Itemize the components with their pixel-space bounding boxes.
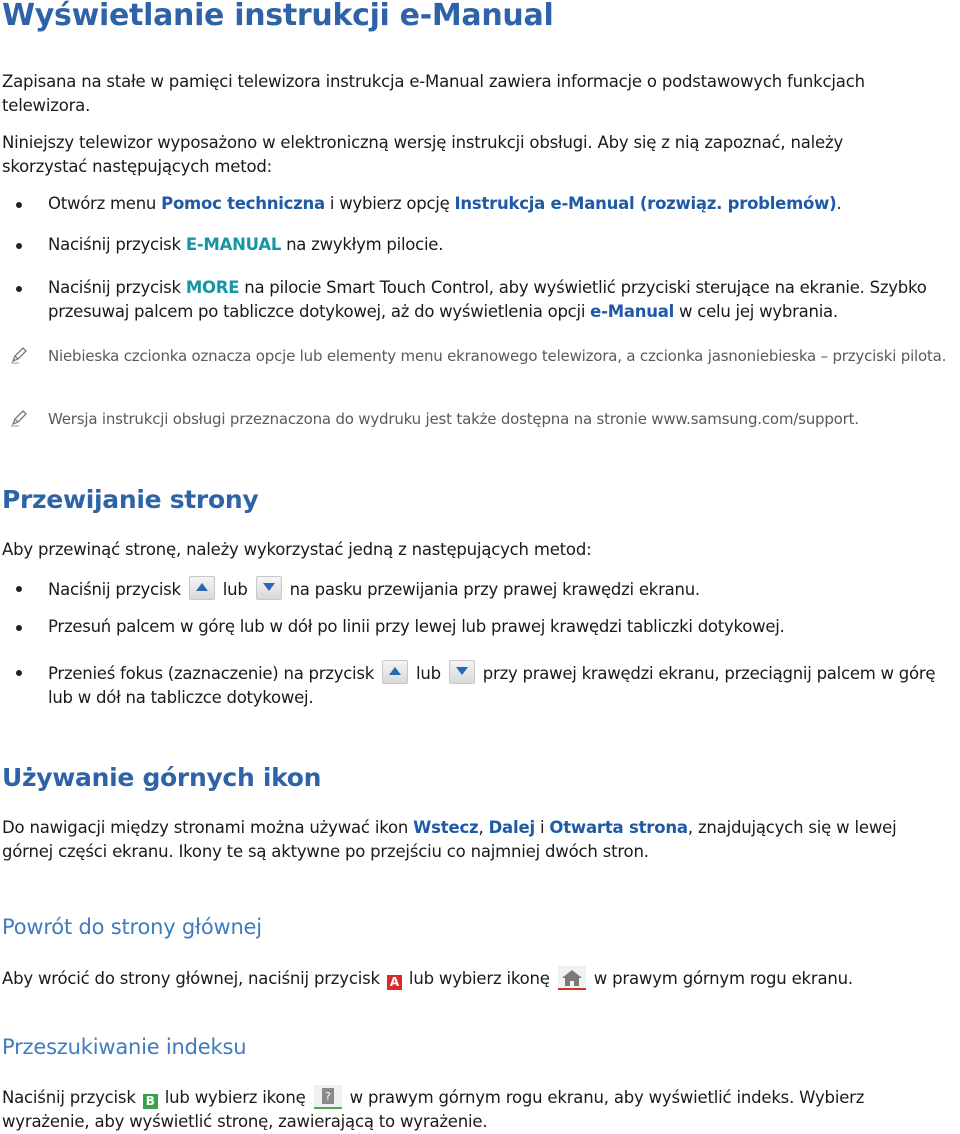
- bullet: [16, 243, 22, 249]
- pencil-note-icon: [10, 346, 28, 364]
- text: lub: [217, 580, 253, 599]
- menu-label: Instrukcja e-Manual (rozwiąz. problemów): [454, 194, 837, 213]
- section-title: Przewijanie strony: [2, 485, 259, 514]
- menu-label: Dalej: [488, 818, 535, 837]
- menu-label: Pomoc techniczna: [161, 194, 325, 213]
- text: ,: [478, 818, 489, 837]
- text: przy prawej krawędzi ekranu, przeciągnij palcem w górę lub w dół na tabliczce dotykowej.: [48, 664, 936, 707]
- text: lub wybierz ikonę: [403, 969, 555, 988]
- text: lub wybierz ikonę: [159, 1088, 311, 1107]
- menu-label: e-Manual: [590, 302, 675, 321]
- text: Otwórz menu: [48, 194, 162, 213]
- bullet: [16, 586, 22, 592]
- svg-text:?: ?: [324, 1090, 331, 1103]
- note-text: Wersja instrukcji obsługi przeznaczona do wydruku jest także dostępna na stronie www.samsung.com/support.: [48, 410, 859, 428]
- intro-paragraph: Zapisana na stałe w pamięci telewizora instrukcja e-Manual zawiera informacje o podstawowych funkcjach telewizora.: [2, 72, 865, 115]
- text: w celu jej wybrania.: [674, 302, 838, 321]
- text: na pasku przewijania przy prawej krawędzi ekranu.: [284, 580, 700, 599]
- text: w prawym górnym rogu ekranu.: [588, 969, 853, 988]
- bullet: [16, 286, 22, 292]
- text: Przenieś fokus (zaznaczenie) na przycisk: [48, 664, 380, 683]
- text: i wybierz opcję: [324, 194, 455, 213]
- remote-button-label: MORE: [185, 278, 240, 297]
- text: Naciśnij przycisk: [2, 1088, 141, 1107]
- remote-key-b: B: [143, 1094, 158, 1109]
- text: i: [534, 818, 550, 837]
- section-title: Używanie górnych ikon: [2, 763, 322, 792]
- scroll-down-icon: [256, 576, 282, 600]
- bullet: [16, 625, 22, 631]
- section-paragraph: [2, 966, 960, 991]
- pencil-note-icon: [10, 409, 28, 427]
- text: Naciśnij przycisk: [48, 235, 186, 254]
- page-title: Wyświetlanie instrukcji e-Manual: [2, 0, 554, 33]
- text: na pilocie Smart Touch Control, aby wyświetlić przyciski sterujące na ekranie. Szybko przesuwaj palcem po tabliczce dotykowej, aż do wyświetlenia opcji: [48, 278, 927, 321]
- menu-label: Wstecz: [413, 818, 479, 837]
- text: , znajdujących się w lewej górnej części ekranu. Ikony te są aktywne po przejściu co najmniej dwóch stron.: [2, 818, 897, 861]
- note-text: Niebieska czcionka oznacza opcje lub elementy menu ekranowego telewizora, a czcionka jasnoniebieska – przyciski pilota.: [48, 347, 947, 365]
- remote-button-label: E-MANUAL: [185, 235, 282, 254]
- scroll-up-icon: [189, 576, 215, 600]
- text: Naciśnij przycisk: [48, 580, 186, 599]
- subsection-title: Przeszukiwanie indeksu: [2, 1035, 247, 1059]
- section-paragraph: [2, 1085, 922, 1134]
- text: Naciśnij przycisk: [48, 278, 186, 297]
- text: na zwykłym pilocie.: [281, 235, 444, 254]
- bullet: [16, 670, 22, 676]
- scroll-down-icon: [449, 660, 475, 684]
- scroll-up-icon: [382, 660, 408, 684]
- methods-paragraph: Niniejszy telewizor wyposażono w elektroniczną wersję instrukcji obsługi. Aby się z nią zapoznać, należy skorzystać następujących metod:: [2, 133, 844, 176]
- section-paragraph: Aby przewinąć stronę, należy wykorzystać jedną z następujących metod:: [2, 540, 592, 559]
- text: Przesuń palcem w górę lub w dół po linii przy lewej lub prawej krawędzi tabliczki dotykowej.: [48, 617, 785, 636]
- subsection-title: Powrót do strony głównej: [2, 915, 262, 939]
- text: Do nawigacji między stronami można używać ikon: [2, 818, 414, 837]
- menu-label: Otwarta strona: [549, 818, 688, 837]
- text: w prawym górnym rogu ekranu, aby wyświetlić indeks. Wybierz wyrażenie, aby wyświetlić stronę, zawierającą to wyrażenie.: [2, 1088, 865, 1131]
- home-icon: [558, 966, 586, 990]
- text: Aby wrócić do strony głównej, naciśnij przycisk: [2, 969, 385, 988]
- text: lub: [411, 664, 446, 683]
- remote-key-a: A: [387, 975, 402, 990]
- section-paragraph: [2, 816, 952, 864]
- index-icon: [314, 1085, 342, 1109]
- text: .: [836, 194, 842, 213]
- bullet: [16, 202, 22, 208]
